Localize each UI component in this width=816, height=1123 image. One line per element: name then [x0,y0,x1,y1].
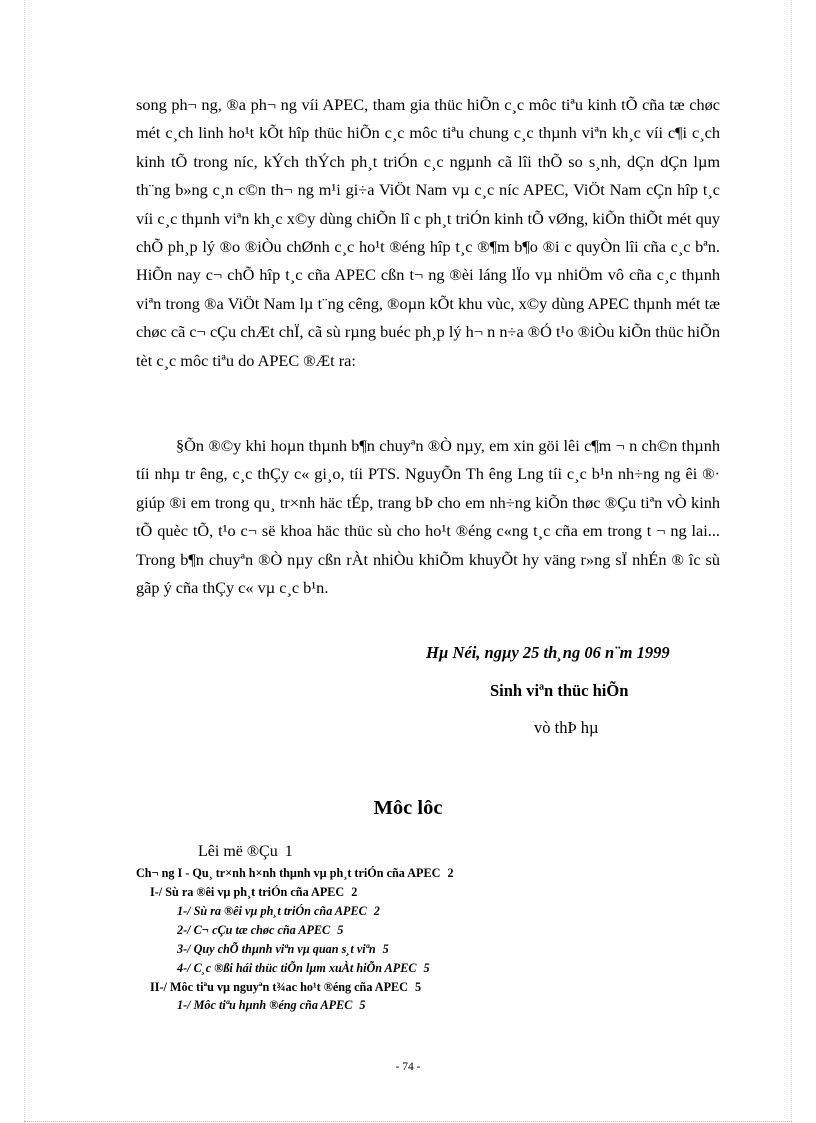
body-paragraph-2: §Õn ®©y khi hoµn thµnh b¶n chuyªn ®Ò nµy, em xin göi lêi c¶m ¬ n ch©n thµnh tíi nhµ tr êng, c¸c thÇy c« gi¸o, tíi PTS. NguyÕn Th êng Lng tíi c¸c b¹n nh÷ng ng êi ®· giúp ®i em trong qu¸ tr×nh häc tÉp, trang bÞ cho em nh÷ng kiÕn thøc ®Çu tiªn vÒ kinh tÕ quèc tÕ, t¹o c¬ së khoa häc thüc sù cho ho¹t ®éng c«ng t¸c cña em trong t ¬ ng lai... Trong b¶n chuyªn ®Ò nµy cßn rÀt nhiÒu khiÕm khuyÕt hy väng r»ng sÏ nhÉn ® îc sù gãp ý cña thÇy c« vµ c¸c b¹n. [136,436,720,598]
toc-title: Môc lôc [373,797,443,819]
body-paragraph-1: song ph¬ ng, ®a ph¬ ng víi APEC, tham gia thüc hiÕn c¸c môc tiªu kinh tÕ cña tæ chøc mét c¸ch linh ho¹t kÕt hîp thüc hiÕn c¸c môc tiªu chung c¸c thµnh viªn kh¸c víi c¶i c¸ch kinh tÕ trong níc, kÝch thÝch ph¸t triÓn c¸c ngµnh cã lîi thÕ so s¸nh, dÇn dÇn lµm th¨ng b»ng c¸n c©n th¬ ng m¹i gi÷a ViÖt Nam vµ c¸c níc APEC, ViÖt Nam cÇn hîp t¸c víi c¸c thµnh viªn kh¸c x©y dùng chiÕn lî c ph¸t triÓn kinh tÕ vØng, kiÕn thiÕt mét quy chÕ ph¸p lý ®o ®iÒu chØnh c¸c ho¹t ®éng hîp t¸c ®¶m b¶o ®i c quyÒn lîi cña c¸c bªn. HiÕn nay c¬ chÕ hîp t¸c cña APEC cßn t¬ ng ®èi láng lÏo vµ nhiÖm vô cña c¸c thµnh viªn trong ®a ViÖt Nam lµ t¨ng cêng, ®oµn kÕt khu vùc, x©y dùng APEC thµnh mét tæ chøc cã c¬ cÇu chÆt chÏ, cã sù rµng buéc ph¸p lý h¬ n n÷a ®Ó t¹o ®iÒu kiÕn thüc hiÕn tèt c¸c môc tiªu do APEC ®Æt ra: [136,95,720,370]
toc-entry-label: 1-/ Sù ra ®êi vµ ph¸t triÓn cña APEC [177,904,367,918]
signature-date: Hµ Néi, ngµy 25 th¸ng 06 n¨m 1999 [426,643,670,662]
toc-entry-page: 5 [337,923,344,937]
toc-entry-page: 1 [284,843,293,860]
toc-entry-label: Ch¬ ng I - Qu¸ tr×nh h×nh thµnh vµ ph¸t triÓn cña APEC [136,866,441,880]
toc-entry-label: 1-/ Môc tiªu hµnh ®éng cña APEC [177,998,353,1012]
toc-entry-label: I-/ Sù ra ®êi vµ ph¸t triÓn cña APEC [150,885,345,899]
toc-entry-label: 4-/ C¸c ®ßi hái thüc tiÕn lµm xuÀt hiÕn APEC [177,961,417,975]
toc-entry-page: 5 [414,980,422,994]
toc-entry-page: 2 [447,866,454,880]
toc-entry-page: 5 [382,942,389,956]
toc-entry-label: II-/ Môc tiªu vµ nguyªn t¾ac ho¹t ®éng cña APEC [150,980,408,994]
toc-entry-page: 2 [351,885,358,899]
page-bottom-edge [24,1121,792,1122]
toc-entry-label: Lêi më ®Çu [198,843,278,860]
toc-entry-page: 5 [423,961,430,975]
signature-role: Sinh viªn thüc hiÕn [490,681,629,700]
toc-entry-page: 2 [373,904,380,918]
toc-entry-label: 2-/ C¬ cÇu tæ chøc cña APEC [177,923,331,937]
page-number: - 74 - [395,1061,421,1073]
toc-entry-label: 3-/ Quy chÕ thµnh viªn vµ quan s¸t viªn [177,942,376,956]
toc-entry-page: 5 [359,998,366,1012]
signature-name: vò thÞ hµ [534,718,599,737]
